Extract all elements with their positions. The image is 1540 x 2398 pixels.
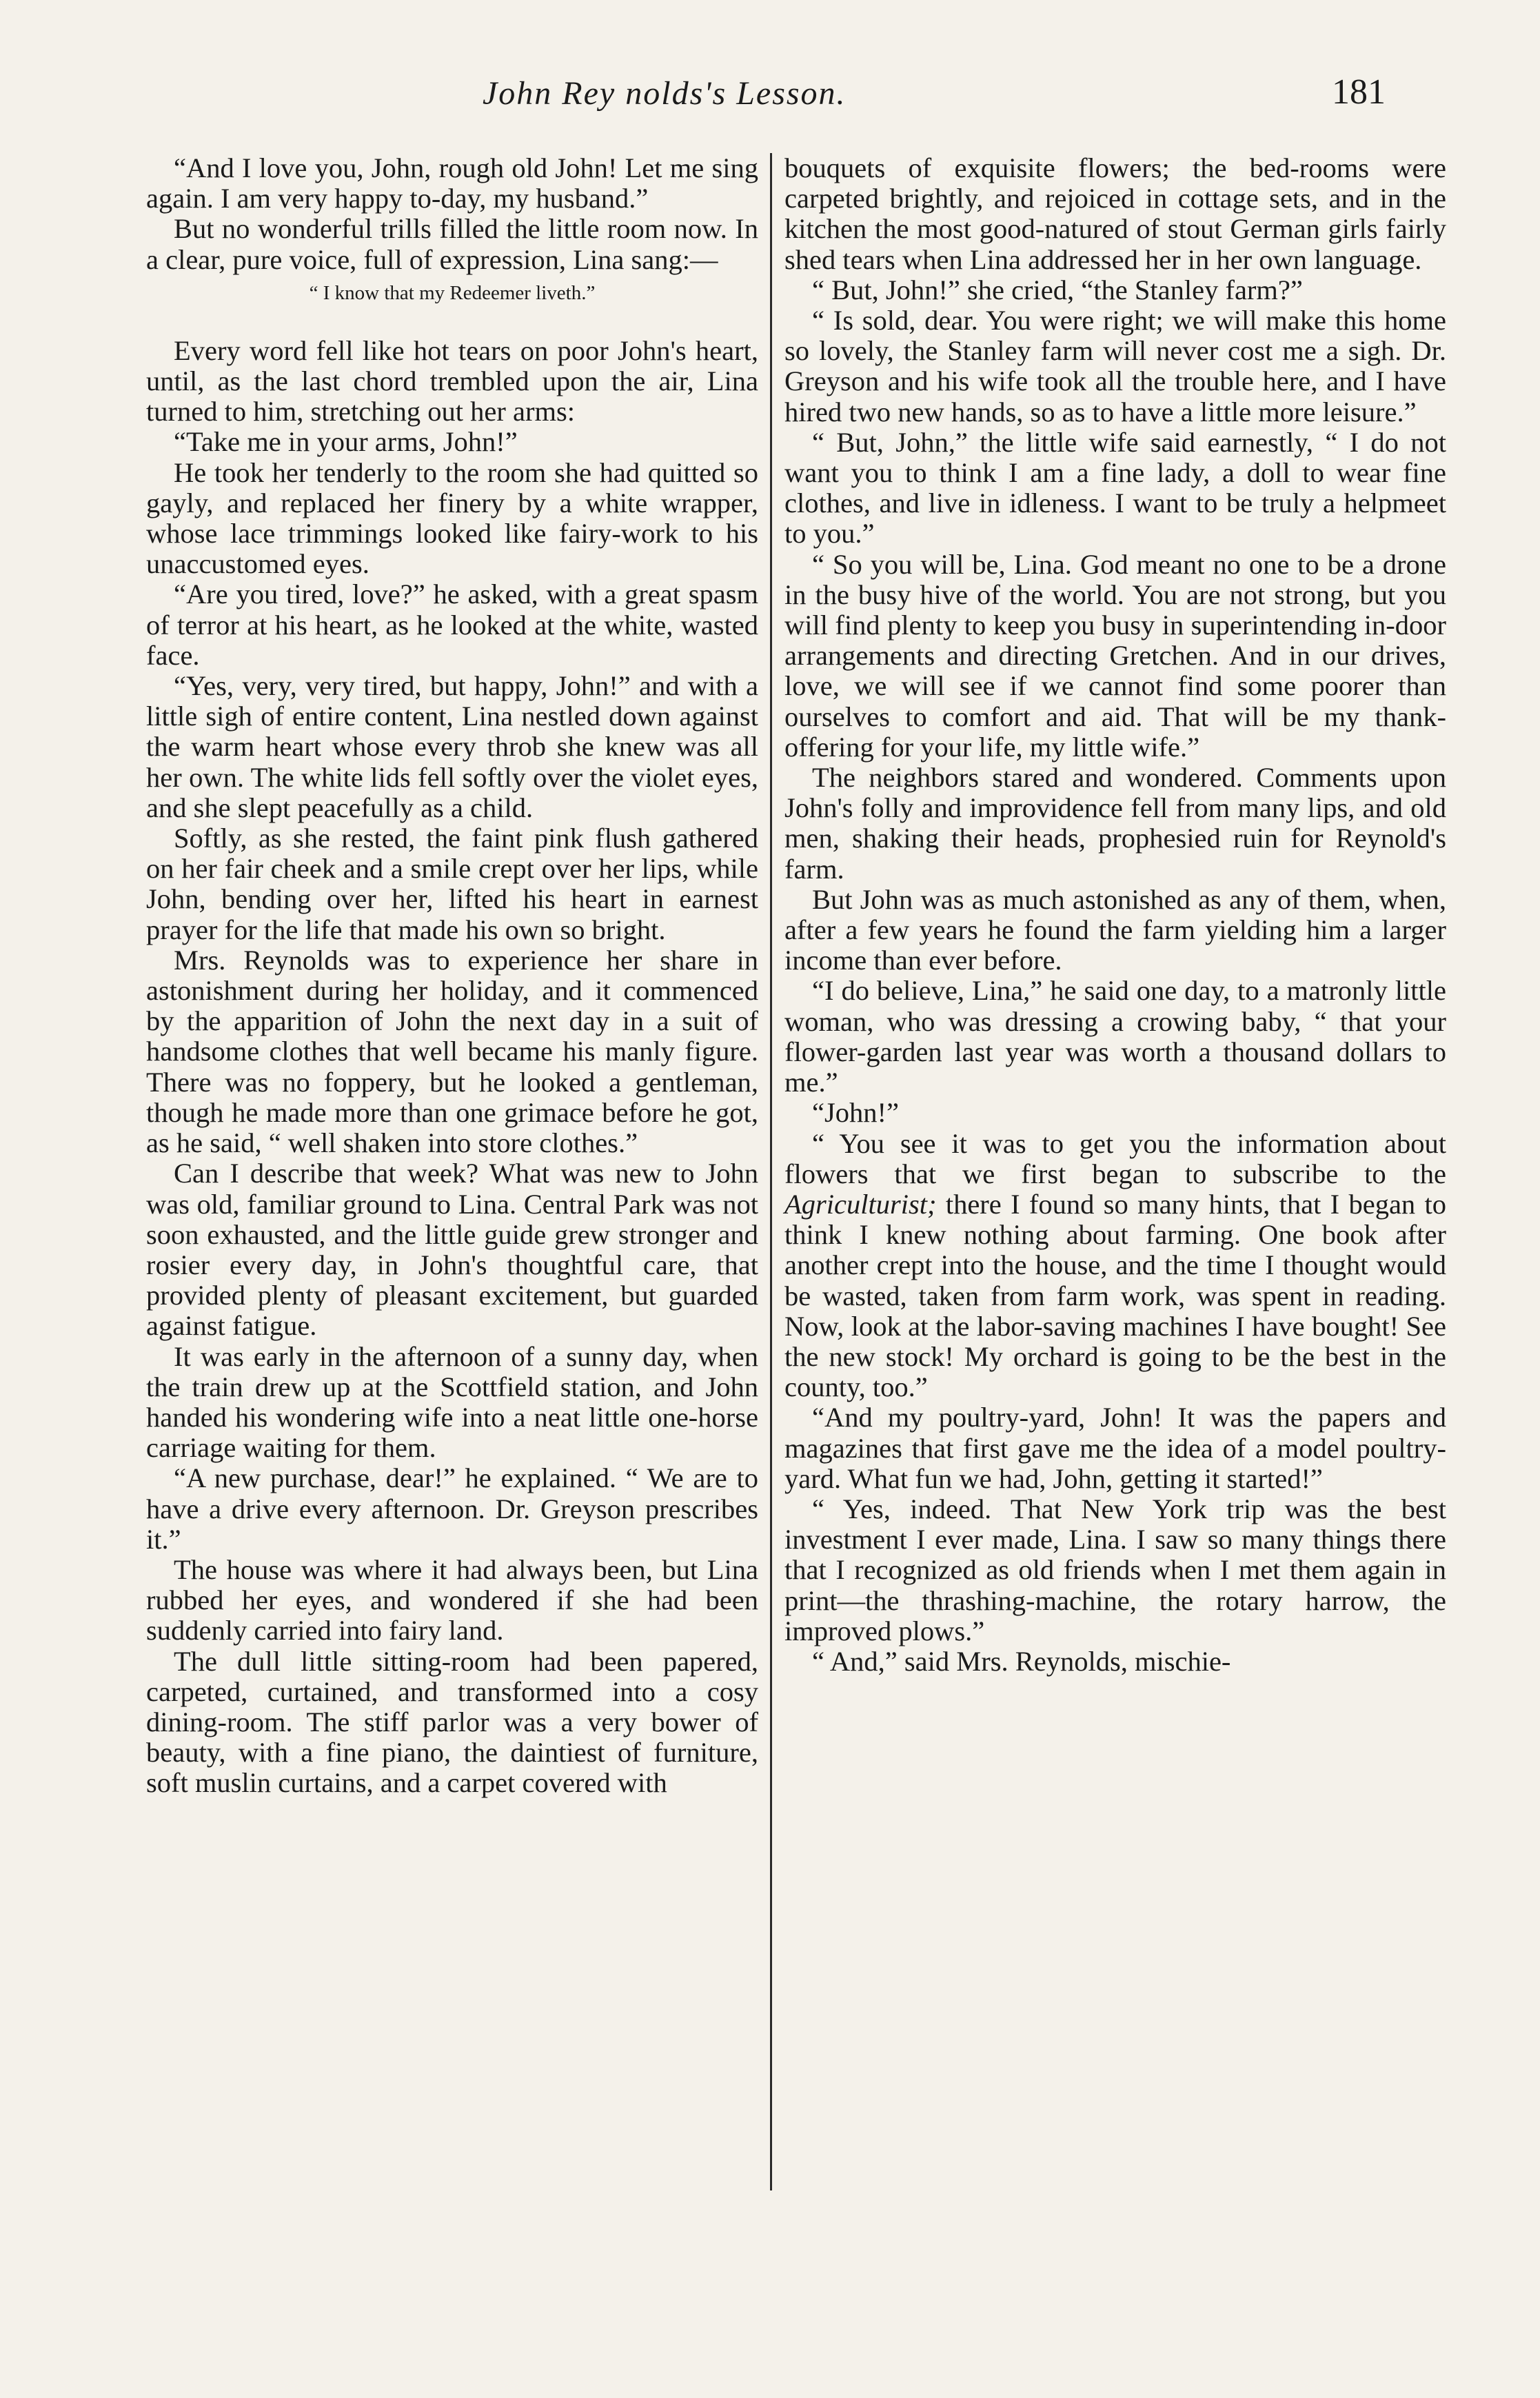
paragraph-text: “ You see it was to get you the information about flowers that we first began to subscribe to the — [784, 1127, 1446, 1189]
paragraph: “ Yes, indeed. That New York trip was the best investment I ever made, Lina. I saw so many things there that I recognized as old friends when I met them again in print—the thrashing-machine, the rotary harrow, the improved plows.” — [784, 1493, 1446, 1646]
paragraph: Mrs. Reynolds was to experience her share in astonishment during her holiday, and it commenced by the apparition of John the next day in a suit of handsome clothes that well became his manly figure. There was no foppery, but he looked a gentleman, though he made more than one grimace before he got, as he said, “ well shaken into store clothes.” — [146, 944, 758, 1159]
paragraph: The house was where it had always been, but Lina rubbed her eyes, and wondered if she had been suddenly carried into fairy land. — [146, 1553, 758, 1646]
paragraph: “ So you will be, Lina. God meant no one to be a drone in the busy hive of the world. You are not strong, but you will find plenty to keep you busy in superintending in-door arrangements and directing Gretchen. And in our drives, love, we will see if we cannot find some poorer than ourselves to comfort and aid. That will be my thank-offering for your life, my little wife.” — [784, 548, 1446, 763]
paragraph: “I do believe, Lina,” he said one day, to a matronly little woman, who was dressing a crowing baby, “ that your flower-garden last year was worth a thousand dollars to me.” — [784, 975, 1446, 1098]
running-head — [0, 74, 1540, 130]
paragraph-text: there I found so many hints, that I began to think I knew nothing about farming. One book after another crept into the house, and the time I thought would be wasted, taken from farm work, was spent in reading. Now, look at the labor-saving machines I have bought! See the new stock! My orchard is going to be the best in the county, too.” — [784, 1188, 1446, 1403]
paragraph: “ And,” said Mrs. Reynolds, mischie- — [812, 1645, 1231, 1677]
paragraph: “ But, John,” the little wife said earnestly, “ I do not want you to think I am a fine lady, a doll to wear fine clothes, and live in idleness. I want to be truly a helpmeet to you.” — [784, 426, 1446, 550]
right-column — [784, 153, 1446, 1677]
column-divider — [770, 153, 772, 2190]
running-title: John Rey nolds's Lesson. — [483, 75, 847, 112]
paragraph: The neighbors stared and wondered. Comments upon John's folly and improvidence fell from many lips, and old men, shaking their heads, prophesied ruin for Reynold's farm. — [784, 762, 1446, 885]
paragraph: Softly, as she rested, the faint pink flush gathered on her fair cheek and a smile crept over her lips, while John, bending over her, lifted his heart in earnest prayer for the life that made his own so bright. — [146, 823, 758, 945]
paragraph: “Yes, very, very tired, but happy, John!” and with a little sigh of entire content, Lina nestled down against the warm heart whose every throb she knew was all her own. The white lids fell softly over the violet eyes, and she slept peacefully as a child. — [146, 670, 758, 823]
paragraph: “And I love you, John, rough old John! Let me sing again. I am very happy to-day, my husband.” — [146, 152, 758, 214]
paragraph: He took her tenderly to the room she had quitted so gayly, and replaced her finery by a white wrapper, whose lace trimmings looked like fairy-work to his unaccustomed eyes. — [146, 456, 758, 580]
paragraph: The dull little sitting-room had been papered, carpeted, curtained, and transformed into a cosy dining-room. The stiff parlor was a very bower of beauty, with a fine piano, the daintiest of furniture, soft muslin curtains, and a carpet covered with — [146, 1645, 758, 1799]
paragraph: “ But, John!” she cried, “the Stanley farm?” — [812, 274, 1303, 305]
song-quote: “ I know that my Redeemer liveth.” — [309, 281, 596, 304]
left-column — [146, 153, 758, 1799]
paragraph: “And my poultry-yard, John! It was the papers and magazines that first gave me the idea of a model poultry-yard. What fun we had, John, getting it started!” — [784, 1402, 1446, 1494]
paragraph: But no wonderful trills filled the little room now. In a clear, pure voice, full of expression, Lina sang:— — [146, 213, 758, 275]
paragraph: But John was as much astonished as any of them, when, after a few years he found the farm yielding him a larger income than ever before. — [784, 883, 1446, 976]
paragraph: Every word fell like hot tears on poor John's heart, until, as the last chord trembled upon the air, Lina turned to him, stretching out her arms: — [146, 334, 758, 427]
paragraph — [784, 1129, 1446, 1403]
paragraph: “A new purchase, dear!” he explained. “ We are to have a drive every afternoon. Dr. Greyson prescribes it.” — [146, 1462, 758, 1555]
paragraph: “Take me in your arms, John!” — [174, 426, 518, 458]
paragraph: bouquets of exquisite flowers; the bed-rooms were carpeted brightly, and rejoiced in cottage sets, and in the kitchen the most good-natured of stout German girls fairly shed tears when Lina addressed her in her own language. — [784, 152, 1446, 275]
paragraph: “John!” — [812, 1097, 899, 1129]
magazine-title: Agriculturist; — [784, 1188, 937, 1220]
paragraph: It was early in the afternoon of a sunny day, when the train drew up at the Scottfield station, and John handed his wondering wife into a neat little one-horse carriage waiting for them. — [146, 1340, 758, 1464]
page-number: 181 — [1332, 72, 1386, 112]
paragraph: Can I describe that week? What was new to John was old, familiar ground to Lina. Central Park was not soon exhausted, and the little guide grew stronger and rosier every day, in John's thoughtful care, that provided plenty of pleasant excitement, but guarded against fatigue. — [146, 1158, 758, 1342]
paragraph: “Are you tired, love?” he asked, with a great spasm of terror at his heart, as he looked at the white, wasted face. — [146, 578, 758, 671]
paragraph: “ Is sold, dear. You were right; we will make this home so lovely, the Stanley farm will never cost me a sigh. Dr. Greyson and his wife took all the trouble here, and I have hired two new hands, so as to have a little more leisure.” — [784, 305, 1446, 427]
